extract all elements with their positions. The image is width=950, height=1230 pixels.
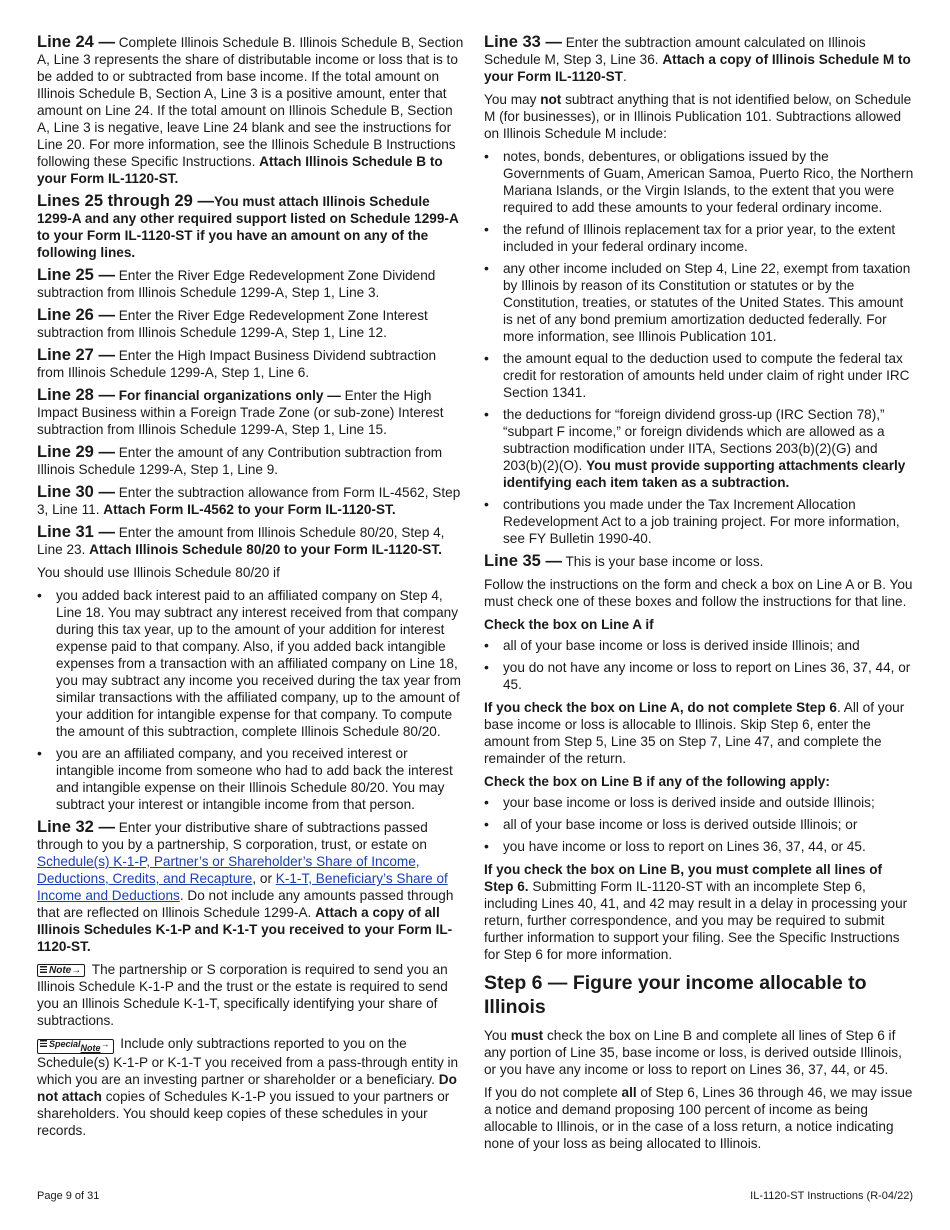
- line-31-intro: You should use Illinois Schedule 80/20 if: [37, 565, 280, 580]
- line-35-intro: Follow the instructions on the form and check a box on Line A or B. You must check one of these boxes and follow the instructions for that line.: [484, 577, 913, 609]
- special-note-icon: SpecialNote→: [37, 1039, 114, 1054]
- line-31-bullet-list: [37, 587, 467, 813]
- right-column: [484, 34, 914, 1158]
- list-item: • notes, bonds, debentures, or obligations issued by the Governments of Guam, American Samoa, Puerto Rico, the Northern Mariana Islands, or the Virgin Islands, to the extent that you were required to add these amounts to your federal ordinary income.: [484, 148, 914, 216]
- schedule-k1p-link[interactable]: Schedule(s) K-1-P, Partner’s or Shareholder’s Share of Income, Deductions, Credits, and Recapture: [37, 854, 420, 886]
- left-column: [37, 34, 467, 1145]
- line-25-paragraph: Line 25 — Enter the River Edge Redevelopment Zone Dividend subtraction from Illinois Schedule 1299-A, Step 1, Line 3.: [37, 266, 436, 300]
- line-b-heading: Check the box on Line B if any of the following apply:: [484, 774, 830, 789]
- line-24-label: Line 24 —: [37, 33, 115, 51]
- note-paragraph: Note→ The partnership or S corporation is required to send you an Illinois Schedule K-1-P and the trust or the estate is required to send you an Illinois Schedule K-1-T, specifically identifying your share of subtractions.: [37, 962, 448, 1028]
- list-item: • any other income included on Step 4, Line 22, exempt from taxation by Illinois by reason of its Constitution or statutes or by the Constitution, treaties, or statutes of the United States. This amount is net of any bond premium amortization deducted federally. For more information, see Illinois Publication 101.: [484, 260, 914, 345]
- list-item: • the amount equal to the deduction used to compute the federal tax credit for restoration of amounts held under claim of right under IRC Section 1341.: [484, 350, 914, 401]
- line-a-note: If you check the box on Line A, do not complete Step 6. All of your base income or loss is allocable to Illinois. Skip Step 6, enter the amount from Step 5, Line 35 on Step 7, Line 47, and complete the remainder of the return.: [484, 700, 905, 766]
- list-item: • you do not have any income or loss to report on Lines 36, 37, 44, or 45.: [484, 659, 914, 693]
- schedule-k1t-link[interactable]: K-1-T, Beneficiary’s Share of Income and Deductions: [37, 871, 448, 903]
- line-31-paragraph: Line 31 — Enter the amount from Illinois Schedule 80/20, Step 4, Line 23. Attach Illinois Schedule 80/20 to your Form IL-1120-ST.: [37, 523, 445, 557]
- special-note-paragraph: SpecialNote→ Include only subtractions reported to you on the Schedule(s) K-1-P or K-1-T you received from a pass-through entity in which you are an investing partner or shareholder or a beneficiary. Do not attach copies of Schedules K-1-P you issued to your partners or shareholders. You should keep copies of these schedules in your records.: [37, 1036, 459, 1138]
- line-28-paragraph: Line 28 — For financial organizations only — Enter the High Impact Business within a Foreign Trade Zone (or sub-zone) Interest subtraction from Illinois Schedule 1299-A, Step 1, Line 15.: [37, 386, 444, 437]
- step-6-paragraph-2: If you do not complete all of Step 6, Lines 36 through 46, we may issue a notice and demand proposing 100 percent of income as being allocable to Illinois, or in the case of a loss return, a notice indicating none of your loss as being allocated to Illinois.: [484, 1085, 913, 1151]
- list-item: • you added back interest paid to an affiliated company on Step 4, Line 18. You may subtract any interest received from that company during this tax year, up to the amount of your addition for interest expense paid to that company. Also, if you added back intangible expenses from a transaction with an affiliated company on Line 18, you may subtract any income you received during the tax year from similar transactions with the affiliated company, up to the amount of your addition for intangible expense for that company. To compute the amount of this subtraction, complete Illinois Schedule 80/20.: [37, 587, 467, 740]
- step-6-paragraph-1: You must check the box on Line B and complete all lines of Step 6 if any portion of Line 35, base income or loss, is derived outside Illinois, or you have any income or loss to report on Lines 36, 37, 44, or 45.: [484, 1028, 902, 1077]
- list-item: • contributions you made under the Tax Increment Allocation Redevelopment Act to a job training project. For more information, see FY Bulletin 1990-40.: [484, 496, 914, 547]
- list-item: • the refund of Illinois replacement tax for a prior year, to the extent included in your federal ordinary income.: [484, 221, 914, 255]
- list-item: • the deductions for “foreign dividend gross-up (IRC Section 78),” “subpart F income,” or foreign dividends which are allowed as a subtraction modification under IITA, Sections 203(b)(2)(G) and 203(b)(2)(O). You must provide supporting attachments clearly identifying each item taken as a subtraction.: [484, 406, 914, 491]
- line-b-note: If you check the box on Line B, you must complete all lines of Step 6. Submitting Form IL-1120-ST with an incomplete Step 6, including Lines 40, 41, and 42 may result in a delay in processing your return, further correspondence, and you may be required to submit further information to support your filing. See the Specific Instructions for Step 6 for more information.: [484, 862, 908, 962]
- note-icon: Note→: [37, 964, 85, 977]
- line-b-bullet-list: [484, 794, 914, 855]
- line-27-paragraph: Line 27 — Enter the High Impact Business Dividend subtraction from Illinois Schedule 1299-A, Step 1, Line 6.: [37, 346, 437, 380]
- list-item: • all of your base income or loss is derived inside Illinois; and: [484, 637, 914, 654]
- line-a-bullet-list: [484, 637, 914, 693]
- line-33-intro: You may not subtract anything that is not identified below, on Schedule M (for businesses), or in Illinois Publication 101. Subtractions allowed on Illinois Schedule M include:: [484, 92, 912, 141]
- lines-25-29-paragraph: Lines 25 through 29 —You must attach Illinois Schedule 1299-A and any other required support listed on Schedule 1299-A to your Form IL-1120-ST if you have an amount on any of the following lines.: [37, 192, 459, 260]
- list-item: • you are an affiliated company, and you received interest or intangible income from someone who had to add back the interest and intangible expense on their Illinois Schedule 80/20. You may subtract your interest or intangible income from that person.: [37, 745, 467, 813]
- list-item: • your base income or loss is derived inside and outside Illinois;: [484, 794, 914, 811]
- line-a-heading: Check the box on Line A if: [484, 617, 654, 632]
- line-32-paragraph: Line 32 — Enter your distributive share of subtractions passed through to you by a partnership, S corporation, trust, or estate on Schedule(s) K-1-P, Partner’s or Shareholder’s Share of Income, Deductions, Credits, and Recapture, or K-1-T, Beneficiary’s Share of Income and Deductions. Do not include any amounts passed through that are reflected on Illinois Schedule 1299-A. Attach a copy of all Illinois Schedules K-1-P and K-1-T you received to your Form IL-1120-ST.: [37, 818, 454, 954]
- step-6-heading: Step 6 — Figure your income allocable to Illinois: [484, 972, 867, 1018]
- line-24-paragraph: Line 24 — Complete Illinois Schedule B. Illinois Schedule B, Section A, Line 3 represents the share of distributable income or loss that is to be added to or subtracted from base income. If the total amount on Illinois Schedule B, Section A, Line 3 is a positive amount, enter that amount on Line 24. If the total amount on Illinois Schedule B, Section A, Line 3 is negative, leave Line 24 blank and see the instructions for Line 20. For more information, see the Illinois Schedule B Instructions following these Specific Instructions. Attach Illinois Schedule B to your Form IL-1120-ST.: [37, 33, 464, 186]
- line-33-bullet-list: [484, 148, 914, 547]
- list-item: • you have income or loss to report on Lines 36, 37, 44, or 45.: [484, 838, 914, 855]
- list-item: • all of your base income or loss is derived outside Illinois; or: [484, 816, 914, 833]
- line-29-paragraph: Line 29 — Enter the amount of any Contribution subtraction from Illinois Schedule 1299-A, Step 1, Line 9.: [37, 443, 443, 477]
- line-33-paragraph: Line 33 — Enter the subtraction amount calculated on Illinois Schedule M, Step 3, Line 36. Attach a copy of Illinois Schedule M to your Form IL-1120-ST.: [484, 33, 911, 84]
- page-number: Page 9 of 31: [37, 1190, 100, 1202]
- line-35-paragraph: Line 35 — This is your base income or loss.: [484, 552, 764, 570]
- line-30-paragraph: Line 30 — Enter the subtraction allowance from Form IL-4562, Step 3, Line 11. Attach Form IL-4562 to your Form IL-1120-ST.: [37, 483, 461, 517]
- form-identifier: IL-1120-ST Instructions (R-04/22): [750, 1190, 913, 1202]
- line-26-paragraph: Line 26 — Enter the River Edge Redevelopment Zone Interest subtraction from Illinois Schedule 1299-A, Step 1, Line 12.: [37, 306, 428, 340]
